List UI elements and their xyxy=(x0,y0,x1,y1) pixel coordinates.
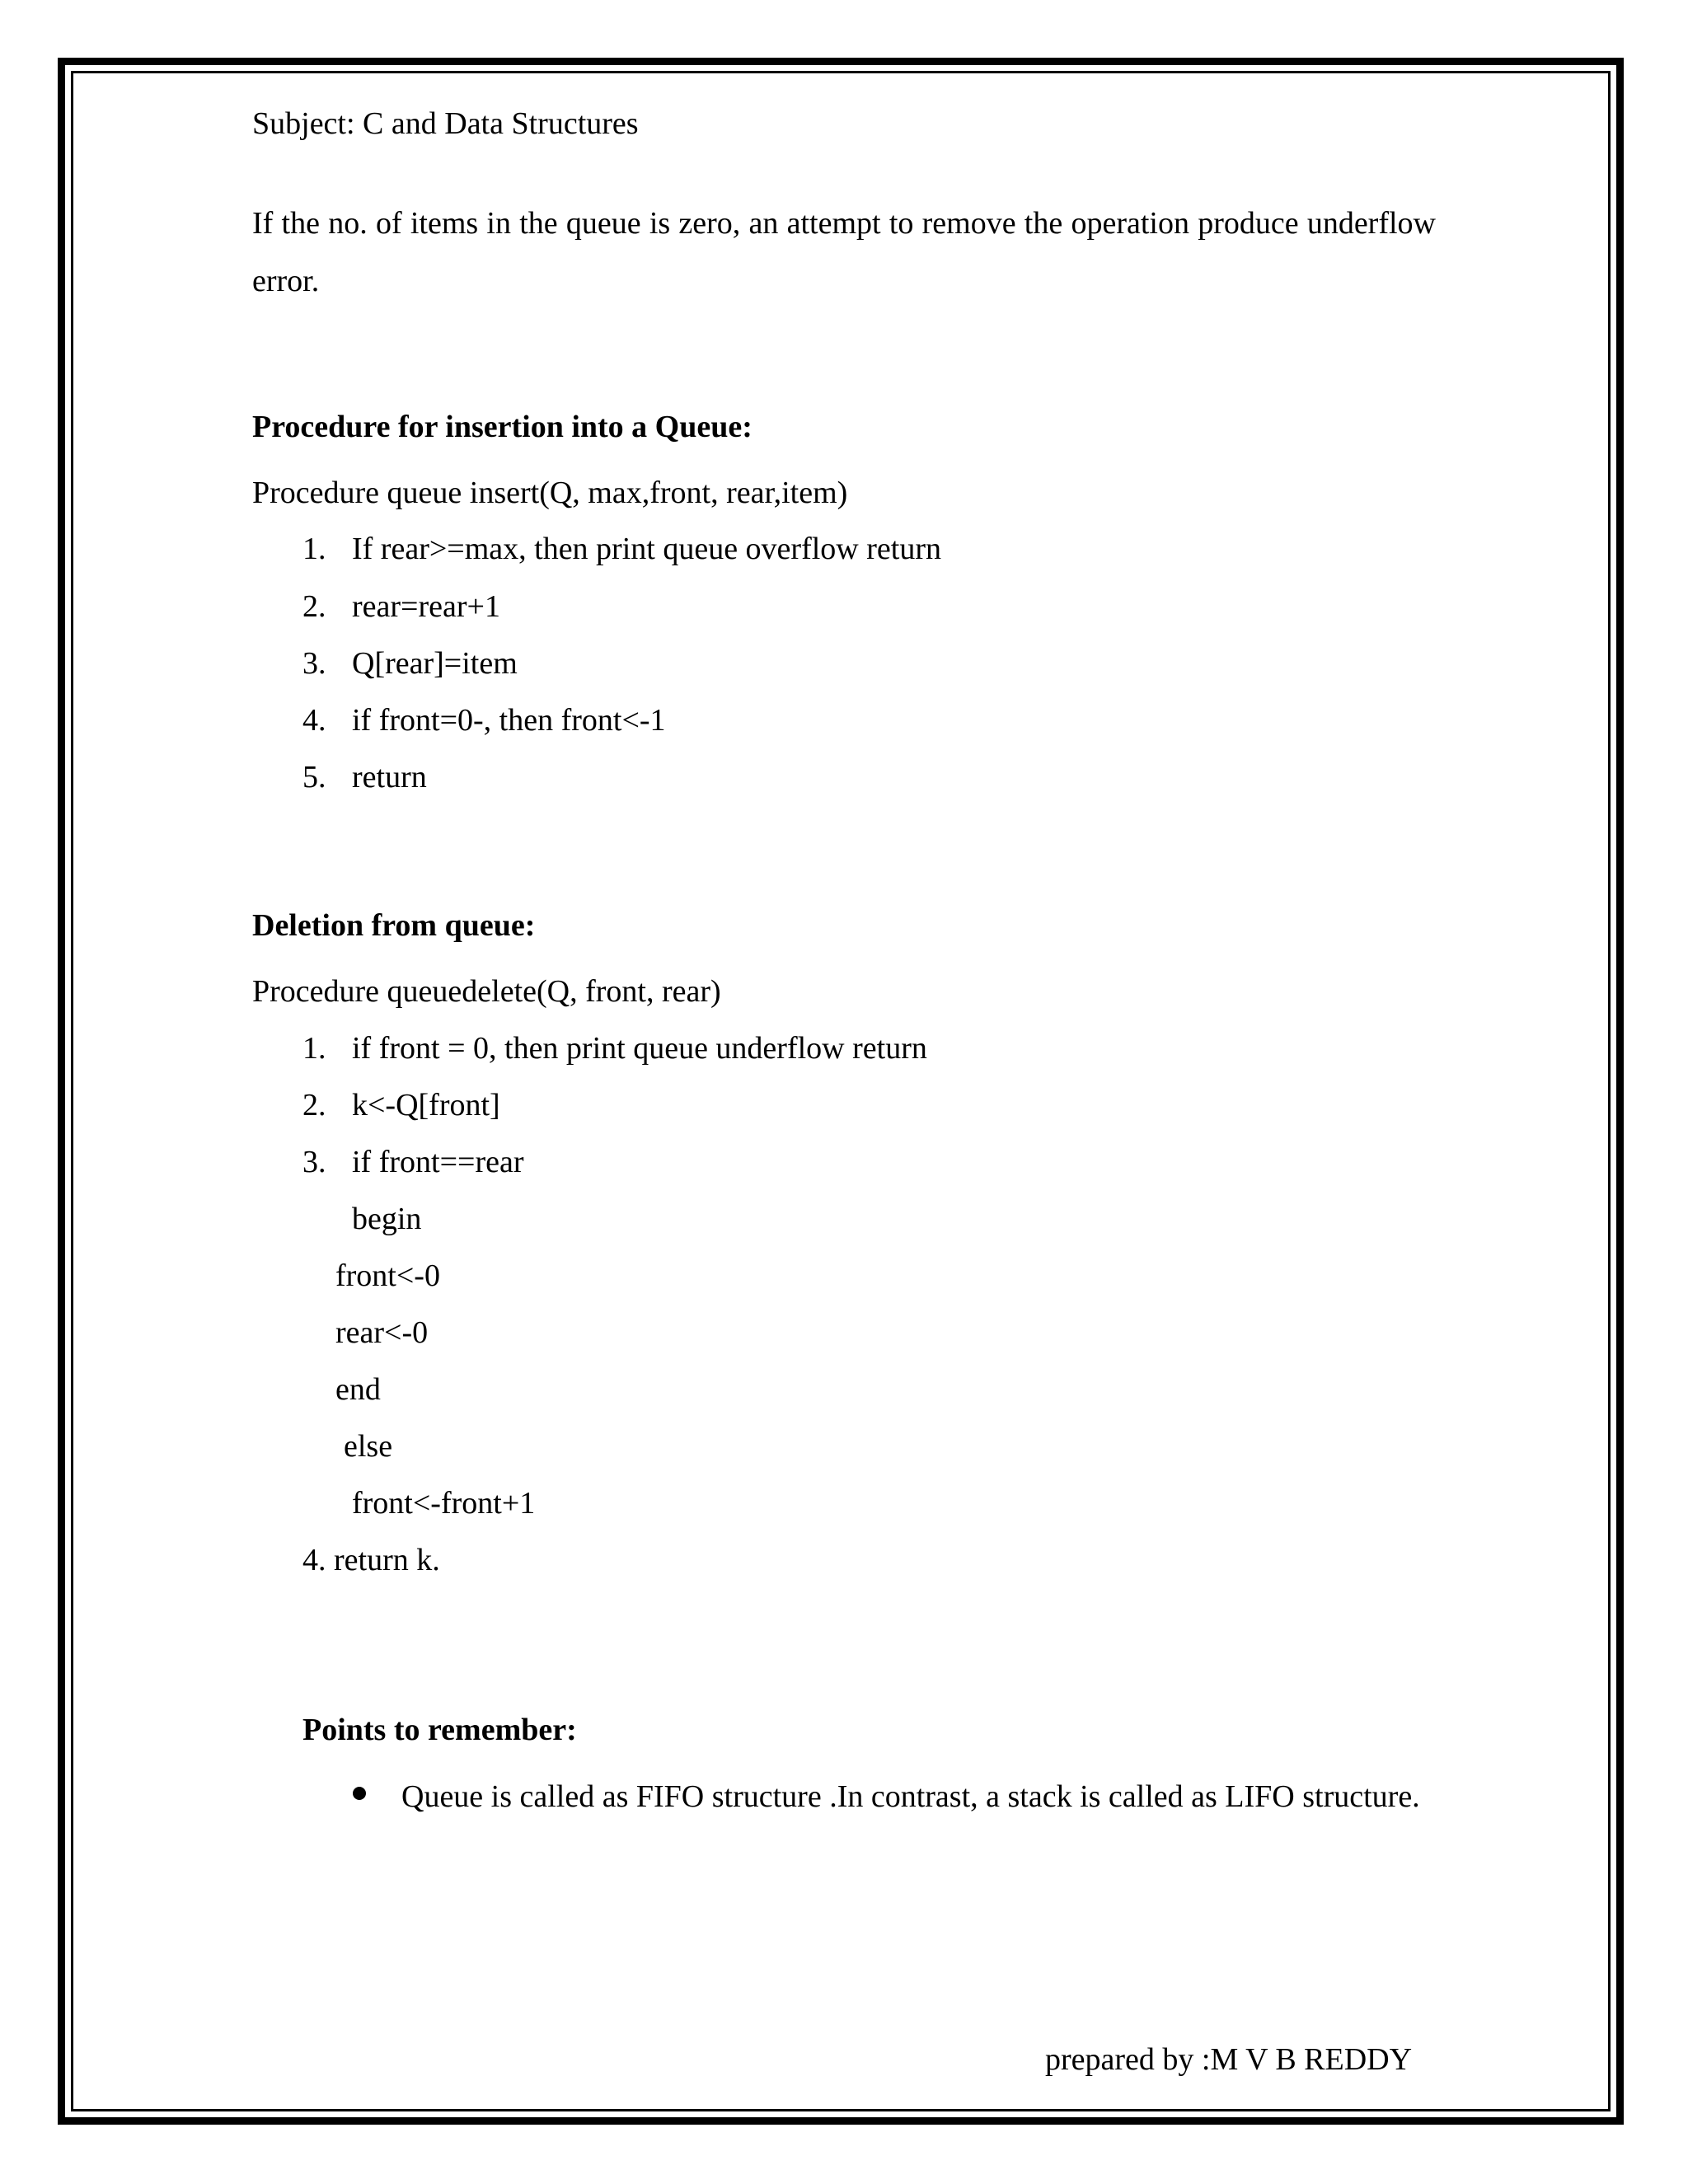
prepared-by: prepared by :M V B REDDY xyxy=(1045,2042,1413,2077)
deletion-step-text: if front==rear xyxy=(352,1145,524,1179)
insertion-step-number: 1. xyxy=(302,532,326,566)
insertion-step-number: 4. xyxy=(302,703,326,738)
insertion-heading: Procedure for insertion into a Queue: xyxy=(252,410,753,444)
code-line: rear<-0 xyxy=(335,1315,429,1350)
insertion-step-text: if front=0-, then front<-1 xyxy=(352,703,666,738)
deletion-step-number: 3. xyxy=(302,1145,326,1179)
deletion-step-number: 1. xyxy=(302,1031,326,1066)
insertion-step-text: rear=rear+1 xyxy=(352,589,500,624)
code-begin: begin xyxy=(352,1202,422,1236)
list-item: Queue is called as FIFO structure .In contrast, a stack is called as LIFO structure. xyxy=(401,1779,1420,1814)
insertion-step-text: Q[rear]=item xyxy=(352,646,518,681)
deletion-heading: Deletion from queue: xyxy=(252,908,536,943)
code-end: end xyxy=(335,1372,381,1407)
insertion-step-number: 5. xyxy=(302,760,326,794)
subject-header: Subject: C and Data Structures xyxy=(252,106,639,141)
deletion-step-number: 2. xyxy=(302,1088,326,1122)
deletion-step-text: k<-Q[front] xyxy=(352,1088,500,1122)
intro-paragraph: If the no. of items in the queue is zero, an attempt to remove the operation produce underflow error. xyxy=(252,206,1436,298)
code-else: else xyxy=(344,1429,393,1464)
code-line: front<-0 xyxy=(335,1258,440,1293)
deletion-step-text: if front = 0, then print queue underflow return xyxy=(352,1031,927,1066)
points-heading: Points to remember: xyxy=(302,1713,577,1747)
insertion-signature: Procedure queue insert(Q, max,front, rear,item) xyxy=(252,476,848,510)
code-line: front<-front+1 xyxy=(352,1486,536,1521)
insertion-step-number: 2. xyxy=(302,589,326,624)
deletion-signature: Procedure queuedelete(Q, front, rear) xyxy=(252,974,721,1009)
deletion-final-step: 4. return k. xyxy=(302,1543,440,1577)
insertion-step-number: 3. xyxy=(302,646,326,681)
bullet-icon xyxy=(353,1787,366,1800)
insertion-step-text: return xyxy=(352,760,427,794)
insertion-step-text: If rear>=max, then print queue overflow return xyxy=(352,532,941,566)
